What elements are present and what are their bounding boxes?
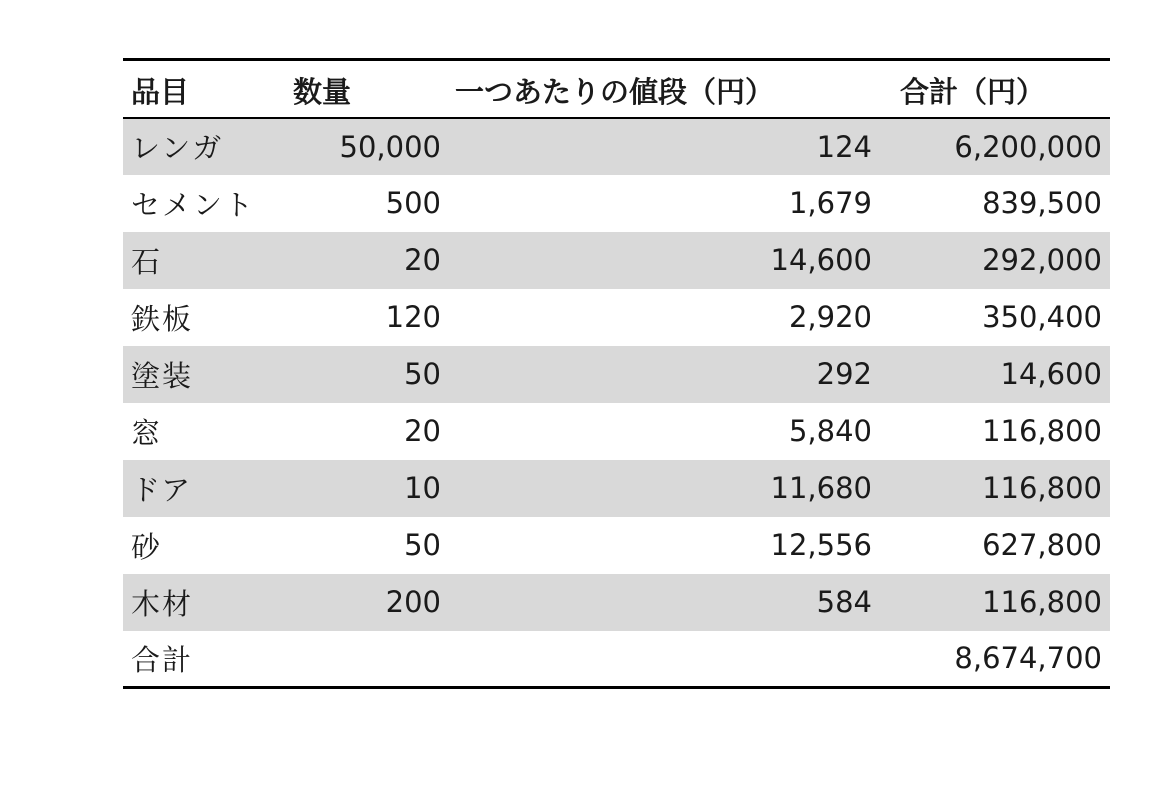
row-total: 350,400 [982,300,1102,334]
table-row [123,289,1110,346]
cost-table-container [123,58,1110,689]
row-total: 839,500 [982,186,1102,220]
row-item: ドア [131,472,193,507]
row-quantity: 20 [404,243,441,277]
table-row [123,517,1110,574]
grand-total-row [123,631,1110,688]
row-total: 6,200,000 [954,129,1102,164]
table-row [123,574,1110,631]
row-item: 窓 [131,415,163,450]
row-quantity: 10 [404,471,441,505]
row-item: 塗装 [131,358,194,393]
row-unit-price: 5,840 [788,414,872,448]
grand-total-quantity [273,631,443,688]
row-unit-price: 584 [816,585,872,619]
row-unit-price: 12,556 [770,528,872,562]
table-row [123,175,1110,232]
table-row [123,346,1110,403]
table-row [123,232,1110,289]
row-quantity: 50 [404,357,441,391]
row-total: 14,600 [1000,357,1102,391]
grand-total-value: 8,674,700 [880,631,1110,688]
row-quantity: 50,000 [339,129,441,164]
row-total: 627,800 [982,528,1102,562]
table-header-row [123,60,1110,118]
row-total: 292,000 [982,243,1102,277]
header-quantity: 数量 [273,60,443,118]
row-total: 116,800 [982,471,1102,505]
row-unit-price: 14,600 [770,243,872,277]
row-unit-price: 2,920 [788,300,872,334]
row-unit-price: 1,679 [788,186,872,220]
row-quantity: 120 [385,300,441,334]
row-total: 116,800 [982,585,1102,619]
row-quantity: 50 [404,528,441,562]
row-unit-price: 124 [816,129,872,164]
table-row [123,403,1110,460]
row-quantity: 500 [385,186,441,220]
table-row [123,118,1110,175]
grand-total-label: 合計 [123,631,273,688]
row-total: 116,800 [982,414,1102,448]
header-total: 合計（円） [880,60,1110,118]
header-unit-price: 一つあたりの値段（円） [443,60,880,118]
row-quantity: 200 [385,585,441,619]
grand-total-unit-price [443,631,880,688]
row-item: 木材 [131,586,194,621]
row-item: 石 [131,244,163,279]
row-item: セメント [131,187,256,222]
row-quantity: 20 [404,414,441,448]
row-item: 砂 [131,529,163,564]
header-item: 品目 [123,60,273,118]
row-item: レンガ [131,131,224,165]
row-unit-price: 292 [816,357,872,391]
row-unit-price: 11,680 [770,471,872,505]
row-item: 鉄板 [131,301,194,336]
table-row [123,460,1110,517]
cost-table [123,58,1110,689]
